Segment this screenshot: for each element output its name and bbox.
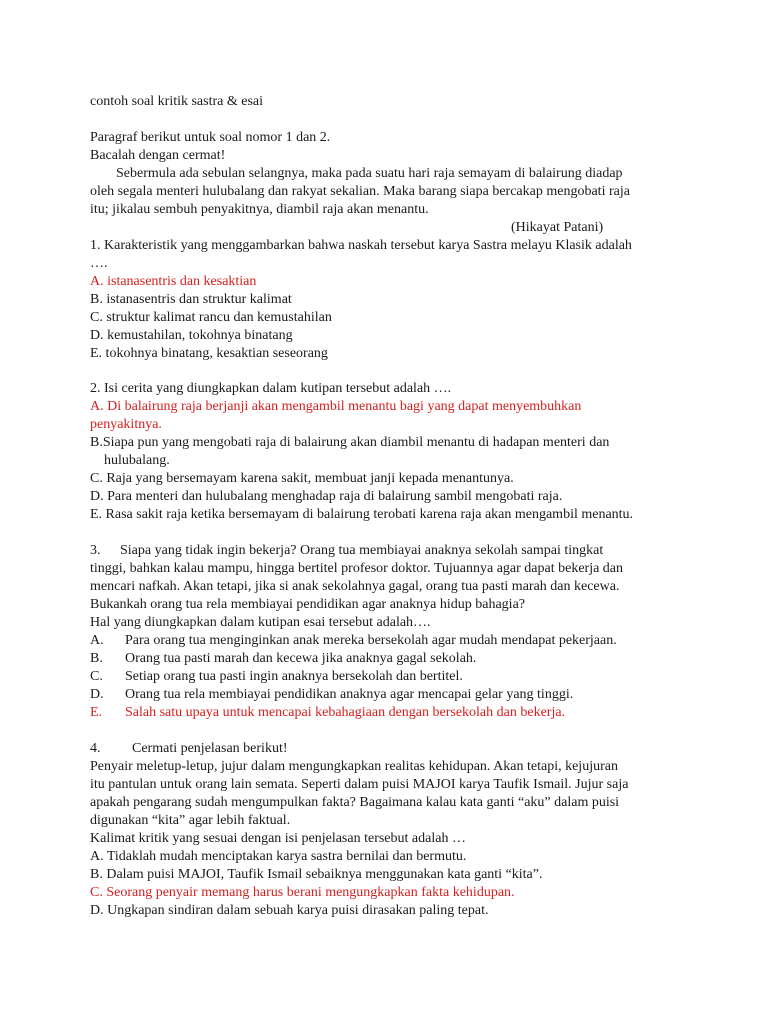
question-2-option-b: B.Siapa pun yang mengobati raja di balairung akan diambil menantu di hadapan menteri dan — [90, 435, 610, 450]
question-3-stem-line: Hal yang diungkapkan dalam kutipan esai tersebut adalah…. — [90, 615, 431, 630]
question-3-stem-line: Siapa yang tidak ingin bekerja? Orang tua membiayai anaknya sekolah sampai tingkat — [120, 543, 604, 558]
passage-source: (Hikayat Patani) — [511, 220, 604, 235]
intro-instruction: Paragraf berikut untuk soal nomor 1 dan 2. — [90, 130, 331, 145]
question-3-option-b — [90, 650, 476, 668]
passage-line: itu; jikalau sembuh penyakitnya, diambil raja akan menantu. — [90, 202, 429, 217]
option-text: Salah satu upaya untuk mencapai kebahagiaan dengan bersekolah dan bekerja. — [125, 705, 566, 720]
question-1-option-c: C. struktur kalimat rancu dan kemustahilan — [90, 310, 332, 325]
option-label: C. — [90, 669, 103, 684]
question-4-passage-line: digunakan “kita” agar lebih faktual. — [90, 813, 291, 828]
question-1-option-a-answer: A. istanasentris dan kesaktian — [90, 274, 257, 289]
question-3-number: 3. — [90, 543, 101, 558]
passage-line: Sebermula ada sebulan selangnya, maka pada suatu hari raja semayam di balairung diadap — [116, 166, 623, 181]
question-4-number: 4. — [90, 741, 101, 756]
question-4-option-d: D. Ungkapan sindiran dalam sebuah karya puisi dirasakan paling tepat. — [90, 903, 489, 918]
question-4-passage-line: Penyair meletup-letup, jujur dalam mengungkapkan realitas kehidupan. Akan tetapi, kejujuran — [90, 759, 618, 774]
option-text: Para orang tua menginginkan anak mereka bersekolah agar mudah mendapat pekerjaan. — [125, 633, 617, 648]
option-label: E. — [90, 705, 103, 720]
option-label: A. — [90, 633, 104, 648]
question-1-stem-cont: …. — [90, 256, 108, 271]
question-3-stem-first — [90, 542, 603, 560]
question-4-instruction: Cermati penjelasan berikut! — [132, 741, 288, 756]
question-3-option-e-answer — [90, 704, 565, 722]
question-2-option-d: D. Para menteri dan hulubalang menghadap raja di balairung sambil mengobati raja. — [90, 489, 563, 504]
intro-read-instruction: Bacalah dengan cermat! — [90, 148, 226, 163]
option-label: D. — [90, 687, 104, 702]
option-text: Orang tua pasti marah dan kecewa jika anaknya gagal sekolah. — [125, 651, 477, 666]
passage-line: oleh segala menteri hulubalang dan rakyat sekalian. Maka barang siapa bercakap mengobati raja — [90, 184, 630, 199]
question-4-stem: Kalimat kritik yang sesuai dengan isi penjelasan tersebut adalah … — [90, 831, 466, 846]
question-2-option-a-answer: A. Di balairung raja berjanji akan mengambil menantu bagi yang dapat menyembuhkan — [90, 399, 582, 414]
question-2-stem: 2. Isi cerita yang diungkapkan dalam kutipan tersebut adalah …. — [90, 381, 452, 396]
question-3-option-a — [90, 632, 617, 650]
question-2-option-c: C. Raja yang bersemayam karena sakit, membuat janji kepada menantunya. — [90, 471, 514, 486]
option-label: B. — [90, 651, 103, 666]
option-text: Orang tua rela membiayai pendidikan anaknya agar mencapai gelar yang tinggi. — [125, 687, 574, 702]
question-3-stem-line: mencari nafkah. Akan tetapi, jika si anak sekolahnya gagal, orang tua pasti marah dan kecewa. — [90, 579, 620, 594]
question-1-option-b: B. istanasentris dan struktur kalimat — [90, 292, 292, 307]
document-title: contoh soal kritik sastra & esai — [90, 94, 264, 109]
question-4-option-c-answer: C. Seorang penyair memang harus berani mengungkapkan fakta kehidupan. — [90, 885, 515, 900]
question-4-passage-line: apakah pengarang sudah mengumpulkan fakta? Bagaimana kalau kata ganti “aku” dalam puisi — [90, 795, 620, 810]
question-1-option-d: D. kemustahilan, tokohnya binatang — [90, 328, 293, 343]
option-text: Setiap orang tua pasti ingin anaknya bersekolah dan bertitel. — [125, 669, 463, 684]
question-4-head — [90, 740, 288, 758]
question-4-option-a: A. Tidaklah mudah menciptakan karya sastra bernilai dan bermutu. — [90, 849, 467, 864]
question-4-option-b: B. Dalam puisi MAJOI, Taufik Ismail sebaiknya menggunakan kata ganti “kita”. — [90, 867, 543, 882]
question-2-option-e: E. Rasa sakit raja ketika bersemayam di balairung terobati karena raja akan mengambil menantu. — [90, 507, 634, 522]
question-2-option-b-cont: hulubalang. — [104, 453, 170, 468]
question-1-option-e: E. tokohnya binatang, kesaktian seseorang — [90, 346, 328, 361]
question-1-stem: 1. Karakteristik yang menggambarkan bahwa naskah tersebut karya Sastra melayu Klasik adalah — [90, 238, 632, 253]
question-3-stem-line: Bukankah orang tua rela membiayai pendidikan agar anaknya hidup bahagia? — [90, 597, 525, 612]
question-3-option-c — [90, 668, 463, 686]
question-2-option-a-cont: penyakitnya. — [90, 417, 162, 432]
question-4-passage-line: itu pantulan untuk orang lain semata. Seperti dalam puisi MAJOI karya Taufik Ismail. Jujur saja — [90, 777, 629, 792]
question-3-option-d — [90, 686, 573, 704]
question-3-stem-line: tinggi, bahkan kalau mampu, hingga bertitel profesor doktor. Tujuannya agar dapat bekerja dan — [90, 561, 624, 576]
